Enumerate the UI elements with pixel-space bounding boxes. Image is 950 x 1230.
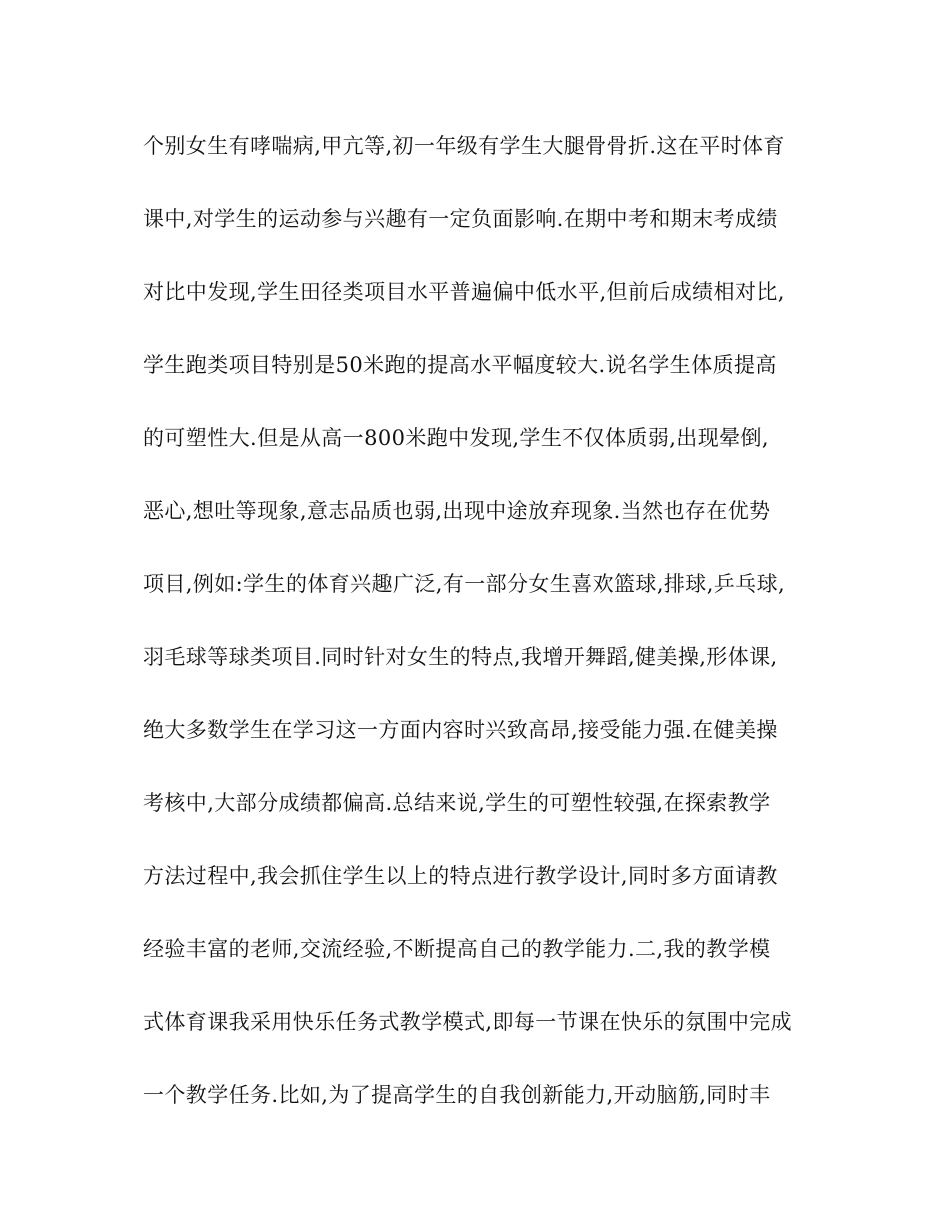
text-line: 的可塑性大.但是从高一800米跑中发现,学生不仅体质弱,出现晕倒,	[143, 426, 769, 450]
text-line: 对比中发现,学生田径类项目水平普遍偏中低水平,但前后成绩相对比,	[143, 280, 785, 304]
text-line: 方法过程中,我会抓住学生以上的特点进行教学设计,同时多方面请教	[143, 864, 778, 888]
body-text	[143, 128, 833, 1150]
text-line: 个别女生有哮喘病,甲亢等,初一年级有学生大腿骨骨折.这在平时体育	[143, 134, 785, 158]
text-line: 课中,对学生的运动参与兴趣有一定负面影响.在期中考和期末考成绩	[143, 207, 778, 231]
text-line: 恶心,想吐等现象,意志品质也弱,出现中途放弃现象.当然也存在优势	[143, 499, 771, 523]
text-line: 经验丰富的老师,交流经验,不断提高自己的教学能力.二,我的教学模	[143, 937, 771, 961]
text-line: 绝大多数学生在学习这一方面内容时兴致高昂,接受能力强.在健美操	[143, 718, 778, 742]
text-line: 羽毛球等球类项目.同时针对女生的特点,我增开舞蹈,健美操,形体课,	[143, 645, 778, 669]
text-line: 学生跑类项目特别是50米跑的提高水平幅度较大.说名学生体质提高	[143, 353, 777, 377]
text-line: 考核中,大部分成绩都偏高.总结来说,学生的可塑性较强,在探索教学	[143, 791, 771, 815]
text-line: 式体育课我采用快乐任务式教学模式,即每一节课在快乐的氛围中完成	[143, 1010, 793, 1034]
text-line: 一个教学任务.比如,为了提高学生的自我创新能力,开动脑筋,同时丰	[143, 1083, 771, 1107]
text-line: 项目,例如:学生的体育兴趣广泛,有一部分女生喜欢篮球,排球,乒乓球,	[143, 572, 786, 596]
